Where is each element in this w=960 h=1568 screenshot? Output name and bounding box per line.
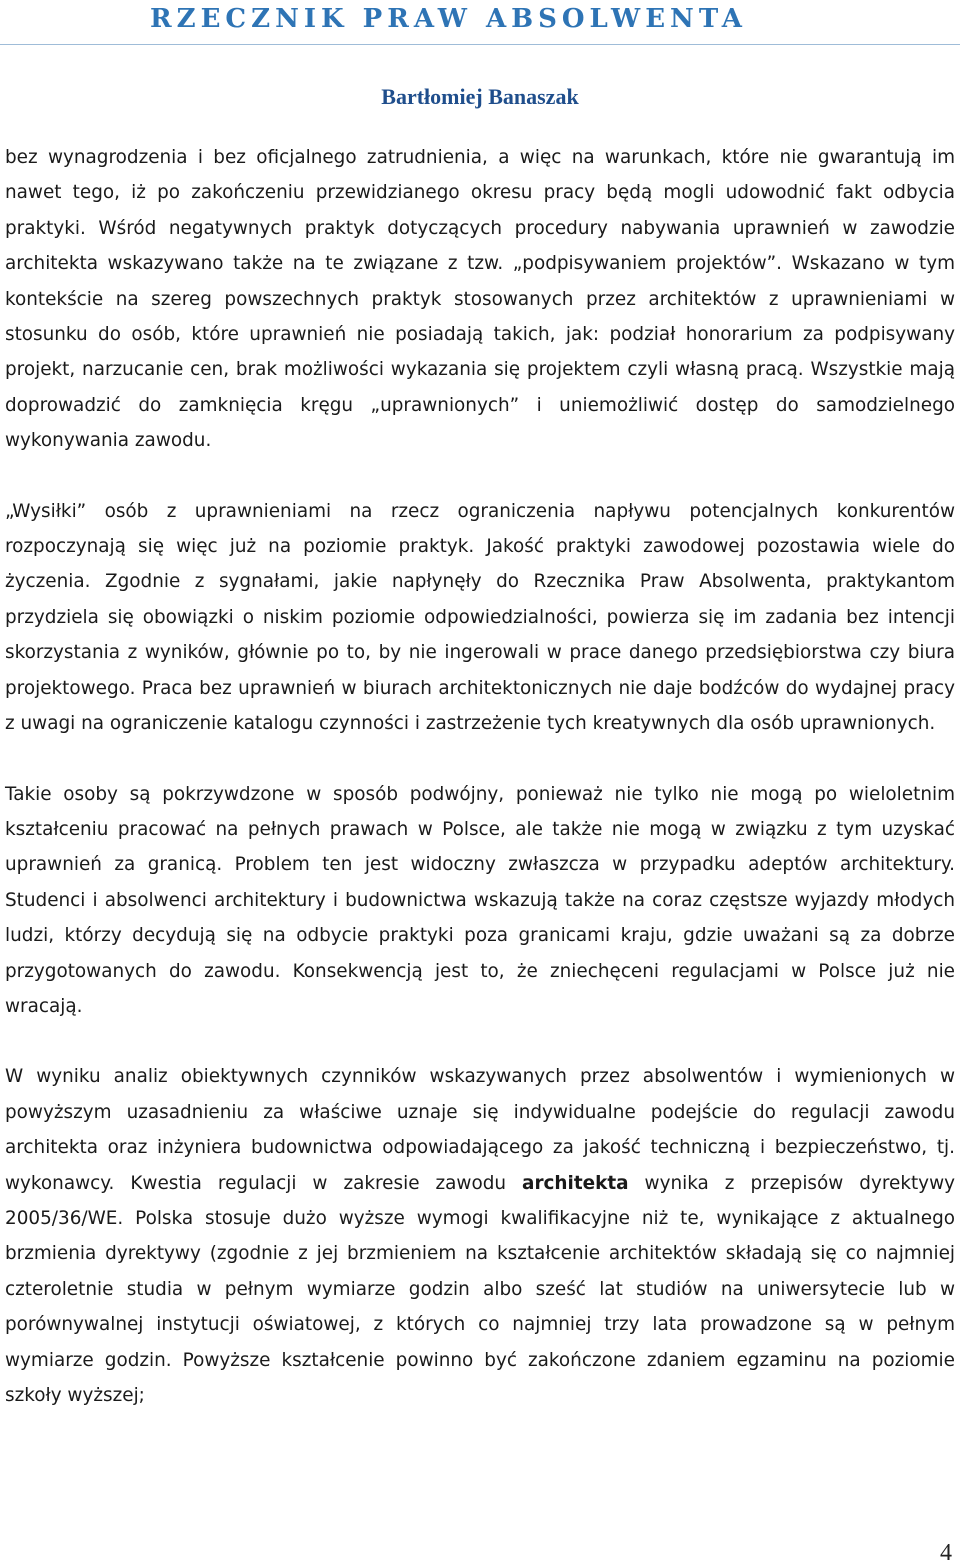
- paragraph-1: bez wynagrodzenia i bez oficjalnego zatrudnienia, a więc na warunkach, które nie gwarantują im nawet tego, iż po zakończeniu przewidzianego okresu pracy będą mogli udowodnić fakt odbycia praktyki. Wśród negatywnych praktyk dotyczących procedury nabywania uprawnień w zawodzie architekta wskazywano także na te związane z tzw. „podpisywaniem projektów”. Wskazano w tym kontekście na szereg powszechnych praktyk stosowanych przez architektów z uprawnieniami w stosunku do osób, które uprawnień nie posiadają takich, jak: podział honorarium za podpisywany projekt, narzucanie cen, brak możliwości wykazania się projektem czyli własną pracą. Wszystkie mają doprowadzić do zamknięcia kręgu „uprawnionych” i uniemożliwić dostęp do samodzielnego wykonywania zawodu.: [5, 147, 955, 452]
- author-name: Bartłomiej Banaszak: [381, 84, 579, 109]
- header-divider: [0, 44, 960, 45]
- paragraph-4-text-after: wynika z przepisów dyrektywy 2005/36/WE. Polska stosuje dużo wyższe wymogi kwalifikacyjne niż te, wynikające z aktualnego brzmienia dyrektywy (zgodnie z jej brzmieniem na kształcenie architektów składają się co najmniej czteroletnie studia w pełnym wymiarze godzin albo sześć lat studiów na uniwersytecie lub w porównywalnej instytucji oświatowej, z których co najmniej trzy lata prowadzone są w pełnym wymiarze godzin. Powyższe kształcenie powinno być zakończone zdaniem egzaminu na poziomie szkoły wyższej;: [5, 1172, 955, 1406]
- paragraph-2: „Wysiłki” osób z uprawnieniami na rzecz ograniczenia napływu potencjalnych konkurentów rozpoczynają się więc już na poziomie praktyk. Jakość praktyki zawodowej pozostawia wiele do życzenia. Zgodnie z sygnałami, jakie napłynęły do Rzecznika Praw Absolwenta, praktykantom przydziela się obowiązki o niskim poziomie odpowiedzialności, powierza się im zadania bez intencji skorzystania z wyników, głównie po to, by nie ingerowali w prace danego przedsiębiorstwa czy biura projektowego. Praca bez uprawnień w biurach architektonicznych nie daje bodźców do wydajnej pracy z uwagi na ograniczenie katalogu czynności i zastrzeżenie tych kreatywnych dla osób uprawnionych.: [5, 500, 955, 735]
- paragraph-4: [5, 1059, 955, 1413]
- paragraph-4-bold-term: architekta: [522, 1172, 629, 1194]
- page-header: [0, 0, 960, 48]
- header-title: RZECZNIK PRAW ABSOLWENTA: [150, 4, 747, 34]
- paragraph-4-text-before: W wyniku analiz obiektywnych czynników wskazywanych przez absolwentów i wymienionych w powyższym uzasadnieniu za właściwe uznaje się indywidualne podejście do regulacji zawodu architekta oraz inżyniera budownictwa odpowiadającego za jakość techniczną i bezpieczeństwo, tj. wykonawcy. Kwestia regulacji w zakresie zawodu: [5, 1066, 955, 1194]
- document-body: [5, 140, 955, 1413]
- page-number: 4: [940, 1540, 952, 1566]
- paragraph-3: Takie osoby są pokrzywdzone w sposób podwójny, ponieważ nie tylko nie mogą po wieloletnim kształceniu pracować na pełnych prawach w Polsce, ale także nie mogą w związku z tym uzyskać uprawnień za granicą. Problem ten jest widoczny zwłaszcza w przypadku adeptów architektury. Studenci i absolwenci architektury i budownictwa wskazują także na coraz częstsze wyjazdy młodych ludzi, którzy decydują się na odbycie praktyki poza granicami kraju, gdzie uważani są za dobrze przygotowanych do zawodu. Konsekwencją jest to, że zniechęceni regulacjami w Polsce już nie wracają.: [5, 783, 955, 1017]
